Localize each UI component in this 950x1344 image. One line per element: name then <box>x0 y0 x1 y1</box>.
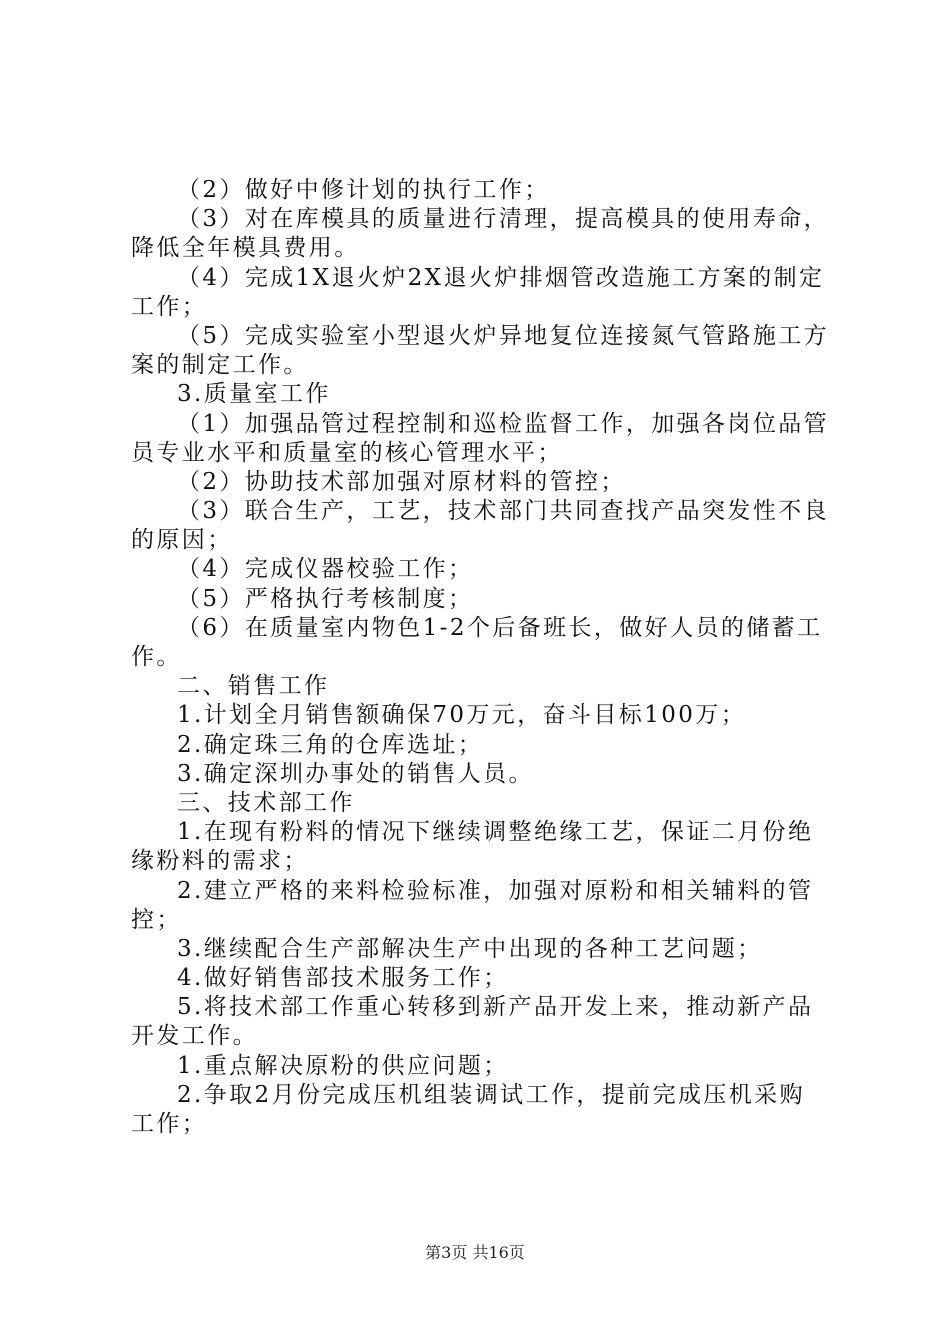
text-line: （2）协助技术部加强对原材料的管控； <box>177 468 626 495</box>
text-line: （4）完成1X退火炉2X退火炉排烟管改造施工方案的制定 <box>177 264 825 291</box>
text-line: 缘粉料的需求； <box>131 848 309 875</box>
section-heading: 二、销售工作 <box>177 673 330 700</box>
text-line: 案的制定工作。 <box>131 352 309 379</box>
text-line: 3.确定深圳办事处的销售人员。 <box>177 760 534 787</box>
text-line: （1）加强品管过程控制和巡检监督工作，加强各岗位品管 <box>177 410 830 437</box>
text-line: 2.建立严格的来料检验标准，加强对原粉和相关辅料的管 <box>177 877 814 904</box>
document-body <box>131 176 833 1139</box>
text-line: （3）联合生产，工艺，技术部门共同查找产品突发性不良 <box>177 498 830 525</box>
text-line: 开发工作。 <box>131 1023 258 1050</box>
text-line: （3）对在库模具的质量进行清理，提高模具的使用寿命， <box>177 206 830 233</box>
text-line: 工作； <box>131 1111 208 1137</box>
text-line: 1.重点解决原粉的供应问题； <box>177 1052 509 1079</box>
section-heading: 3.质量室工作 <box>177 381 331 408</box>
text-line: 5.将技术部工作重心转移到新产品开发上来，推动新产品 <box>177 994 814 1021</box>
text-line: 的原因； <box>131 527 233 554</box>
text-line: （4）完成仪器校验工作； <box>177 556 474 583</box>
text-line: （5）完成实验室小型退火炉异地复位连接氮气管路施工方 <box>177 322 830 349</box>
text-line: 3.继续配合生产部解决生产中出现的各种工艺问题； <box>177 935 763 962</box>
text-line: （5）严格执行考核制度； <box>177 585 474 612</box>
text-line: （6）在质量室内物色1-2个后备班长，做好人员的储蓄工 <box>177 614 823 641</box>
text-line: 4.做好销售部技术服务工作； <box>177 965 509 992</box>
text-line: 工作； <box>131 293 208 320</box>
text-line: 2.争取2月份完成压机组装调试工作，提前完成压机采购 <box>177 1081 805 1108</box>
section-heading: 三、技术部工作 <box>177 789 355 816</box>
text-line: 降低全年模具费用。 <box>131 235 360 262</box>
text-line: 1.在现有粉料的情况下继续调整绝缘工艺，保证二月份绝 <box>177 819 814 846</box>
text-line: 控； <box>131 906 182 933</box>
text-line: 作。 <box>131 644 182 670</box>
text-line: 2.确定珠三角的仓库选址； <box>177 731 484 758</box>
page-number-footer: 第3页 共16页 <box>425 1243 525 1262</box>
text-line: （2）做好中修计划的执行工作； <box>177 177 550 203</box>
text-line: 员专业水平和质量室的核心管理水平； <box>131 439 563 466</box>
text-line: 1.计划全月销售额确保70万元，奋斗目标100万； <box>177 702 747 729</box>
